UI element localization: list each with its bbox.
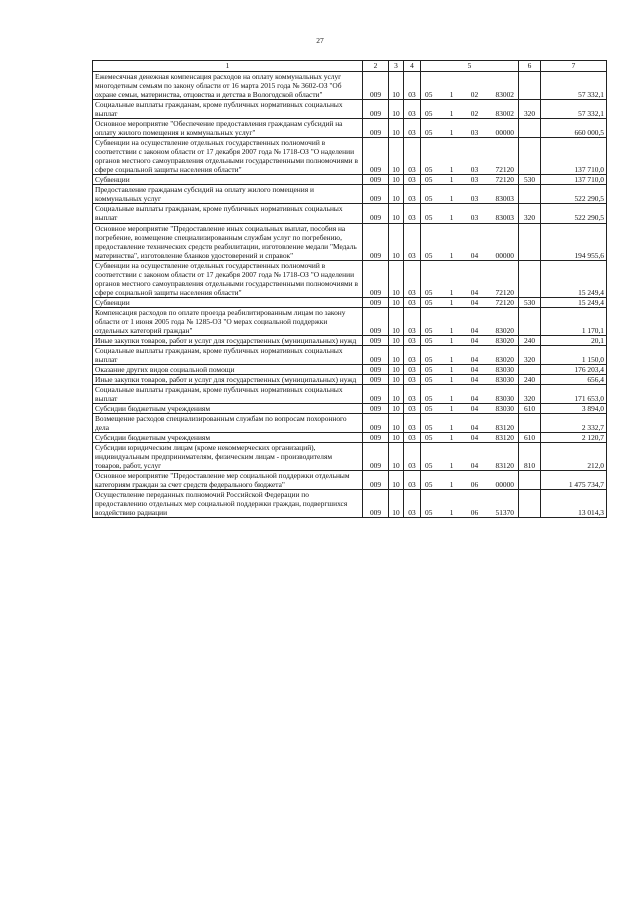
row-target-article-cell [421, 414, 519, 433]
row-expense-type-cell: 240 [519, 335, 541, 345]
row-name-cell: Социальные выплаты гражданам, кроме публичных нормативных социальных выплат [93, 204, 363, 223]
target-article-part: 1 [449, 364, 454, 374]
target-article-part: 1 [449, 109, 454, 119]
row-expense-type-cell: 810 [519, 443, 541, 471]
row-section-cell: 10 [389, 375, 404, 385]
row-amount-cell: 137 710,0 [541, 175, 607, 185]
target-article-part: 51370 [495, 508, 514, 518]
row-target-article-cell [421, 443, 519, 471]
target-article-part: 06 [470, 508, 479, 518]
row-department-cell: 009 [363, 385, 389, 404]
row-subsection-cell: 03 [404, 443, 421, 471]
row-section-cell: 10 [389, 335, 404, 345]
table-row [93, 204, 607, 223]
target-article-part: 04 [470, 287, 479, 297]
target-article-part: 05 [425, 423, 433, 433]
row-expense-type-cell [519, 72, 541, 100]
target-article-part: 03 [470, 128, 479, 138]
col-header-target-article: 5 [421, 61, 519, 72]
target-article-part: 04 [470, 364, 479, 374]
target-article-part: 1 [449, 423, 454, 433]
col-header-section: 3 [389, 61, 404, 72]
row-expense-type-cell: 320 [519, 204, 541, 223]
row-name-cell: Социальные выплаты гражданам, кроме публичных нормативных социальных выплат [93, 345, 363, 364]
row-subsection-cell: 03 [404, 185, 421, 204]
target-article-part: 83030 [495, 364, 514, 374]
row-name-cell: Субсидии бюджетным учреждениям [93, 433, 363, 443]
row-department-cell: 009 [363, 72, 389, 100]
row-department-cell: 009 [363, 364, 389, 374]
row-expense-type-cell [519, 364, 541, 374]
row-expense-type-cell: 320 [519, 345, 541, 364]
row-name-cell: Ежемесячная денежная компенсация расходов на оплату коммунальных услуг многодетным семьям по закону области от 16 марта 2015 года № 3602-ОЗ "Об охране семьи, материнства, отцовства и детства в Вологодской области" [93, 72, 363, 100]
row-section-cell: 10 [389, 204, 404, 223]
table-row [93, 185, 607, 204]
target-article-part: 06 [470, 480, 479, 490]
row-subsection-cell: 03 [404, 204, 421, 223]
table-row [93, 490, 607, 518]
row-department-cell: 009 [363, 490, 389, 518]
table-row [93, 175, 607, 185]
target-article-part: 04 [470, 335, 479, 345]
row-section-cell: 10 [389, 490, 404, 518]
target-article-part: 72120 [495, 287, 514, 297]
row-section-cell: 10 [389, 100, 404, 119]
target-article-part: 05 [425, 335, 433, 345]
row-subsection-cell: 03 [404, 345, 421, 364]
target-article-part: 05 [425, 364, 433, 374]
table-row [93, 443, 607, 471]
target-article-part: 04 [470, 375, 479, 384]
target-article-part: 1 [449, 394, 454, 404]
target-article-part: 05 [425, 250, 433, 260]
row-name-cell: Возмещение расходов специализированным службам по вопросам похоронного дела [93, 414, 363, 433]
target-article-part: 83030 [495, 375, 514, 384]
row-name-cell: Основное мероприятие "Предоставление иных социальных выплат, пособия на погребение, возмещение специализированным службам услуг по погребению, предоставление технических средств реабилитации, изготовление медали "Медаль материнства", изготовление бланков удостоверений и справок" [93, 223, 363, 260]
row-target-article-cell [421, 335, 519, 345]
row-department-cell: 009 [363, 345, 389, 364]
row-department-cell: 009 [363, 404, 389, 414]
target-article-part: 1 [449, 433, 454, 443]
row-amount-cell: 57 332,1 [541, 72, 607, 100]
row-name-cell: Компенсация расходов по оплате проезда реабилитированным лицам по закону области от 1 июня 2005 года № 1285-ОЗ "О мерах социальной поддержки отдельных категорий граждан" [93, 307, 363, 335]
target-article-part: 02 [470, 90, 479, 100]
target-article-part: 00000 [495, 250, 514, 260]
row-section-cell: 10 [389, 119, 404, 138]
row-name-cell: Основное мероприятие "Предоставление мер социальной поддержки отдельным категориям граждан за счет средств федерального бюджета" [93, 471, 363, 490]
table-header-row [93, 61, 607, 72]
row-department-cell: 009 [363, 138, 389, 175]
row-department-cell: 009 [363, 185, 389, 204]
target-article-part: 03 [470, 213, 479, 223]
target-article-part: 03 [470, 165, 479, 175]
row-amount-cell: 171 653,0 [541, 385, 607, 404]
target-article-part: 83002 [495, 109, 514, 119]
target-article-part: 04 [470, 433, 479, 443]
row-department-cell: 009 [363, 204, 389, 223]
row-expense-type-cell [519, 490, 541, 518]
table-row [93, 335, 607, 345]
target-article-part: 04 [470, 404, 479, 414]
row-expense-type-cell [519, 471, 541, 490]
target-article-part: 1 [449, 354, 454, 364]
row-target-article-cell [421, 433, 519, 443]
target-article-part: 03 [470, 194, 479, 204]
target-article-part: 05 [425, 354, 433, 364]
row-expense-type-cell [519, 414, 541, 433]
target-article-part: 83030 [495, 404, 514, 414]
row-target-article-cell [421, 471, 519, 490]
row-name-cell: Субвенции на осуществление отдельных государственных полномочий в соответствии с законом области от 17 декабря 2007 года № 1718-ОЗ "О наделении органов местного самоуправления отдельными государственными полномочиями в сфере социальной защиты населения области" [93, 138, 363, 175]
row-amount-cell: 15 249,4 [541, 260, 607, 297]
target-article-part: 04 [470, 461, 479, 471]
target-article-part: 1 [449, 404, 454, 414]
col-header-department: 2 [363, 61, 389, 72]
target-article-part: 1 [449, 335, 454, 345]
row-subsection-cell: 03 [404, 490, 421, 518]
row-expense-type-cell: 240 [519, 375, 541, 385]
target-article-part: 05 [425, 375, 433, 384]
target-article-part: 05 [425, 90, 433, 100]
col-header-name: 1 [93, 61, 363, 72]
target-article-part: 1 [449, 325, 454, 335]
row-target-article-cell [421, 138, 519, 175]
row-amount-cell: 194 955,6 [541, 223, 607, 260]
target-article-part: 1 [449, 375, 454, 384]
target-article-part: 1 [449, 165, 454, 175]
row-section-cell: 10 [389, 307, 404, 335]
row-subsection-cell: 03 [404, 433, 421, 443]
row-department-cell: 009 [363, 175, 389, 185]
row-name-cell: Иные закупки товаров, работ и услуг для государственных (муниципальных) нужд [93, 335, 363, 345]
table-row [93, 385, 607, 404]
row-department-cell: 009 [363, 414, 389, 433]
table-row [93, 471, 607, 490]
row-name-cell: Иные закупки товаров, работ и услуг для государственных (муниципальных) нужд [93, 375, 363, 385]
row-subsection-cell: 03 [404, 119, 421, 138]
row-department-cell: 009 [363, 335, 389, 345]
row-subsection-cell: 03 [404, 100, 421, 119]
target-article-part: 83120 [495, 461, 514, 471]
target-article-part: 83120 [495, 433, 514, 443]
row-section-cell: 10 [389, 297, 404, 307]
table-row [93, 260, 607, 297]
row-subsection-cell: 03 [404, 297, 421, 307]
row-name-cell: Субсидии юридическим лицам (кроме некоммерческих организаций), индивидуальным предпринимателям, физическим лицам - производителям товаров, работ, услуг [93, 443, 363, 471]
row-name-cell: Субвенции на осуществление отдельных государственных полномочий в соответствии с законом области от 17 декабря 2007 года № 1718-ОЗ "О наделении органов местного самоуправления отдельными государственными полномочиями в сфере социальной защиты населения области" [93, 260, 363, 297]
target-article-part: 05 [425, 213, 433, 223]
target-article-part: 83003 [495, 194, 514, 204]
row-expense-type-cell: 610 [519, 404, 541, 414]
row-name-cell: Предоставление гражданам субсидий на оплату жилого помещения и коммунальных услуг [93, 185, 363, 204]
row-section-cell: 10 [389, 385, 404, 404]
row-section-cell: 10 [389, 223, 404, 260]
row-department-cell: 009 [363, 119, 389, 138]
target-article-part: 05 [425, 165, 433, 175]
row-section-cell: 10 [389, 175, 404, 185]
row-name-cell: Основное мероприятие "Обеспечение предоставления гражданам субсидий на оплату жилого помещения и коммунальных услуг" [93, 119, 363, 138]
target-article-part: 72120 [495, 297, 514, 307]
table-row [93, 72, 607, 100]
table-row [93, 119, 607, 138]
row-expense-type-cell: 530 [519, 297, 541, 307]
target-article-part: 04 [470, 423, 479, 433]
row-target-article-cell [421, 119, 519, 138]
row-expense-type-cell: 530 [519, 175, 541, 185]
row-amount-cell: 522 290,5 [541, 204, 607, 223]
target-article-part: 1 [449, 250, 454, 260]
budget-table [92, 60, 607, 518]
row-department-cell: 009 [363, 443, 389, 471]
target-article-part: 04 [470, 394, 479, 404]
row-amount-cell: 1 170,1 [541, 307, 607, 335]
row-subsection-cell: 03 [404, 471, 421, 490]
row-amount-cell: 20,1 [541, 335, 607, 345]
target-article-part: 05 [425, 175, 433, 185]
row-section-cell: 10 [389, 414, 404, 433]
row-amount-cell: 15 249,4 [541, 297, 607, 307]
row-section-cell: 10 [389, 138, 404, 175]
row-subsection-cell: 03 [404, 375, 421, 385]
row-subsection-cell: 03 [404, 223, 421, 260]
row-target-article-cell [421, 375, 519, 385]
target-article-part: 83120 [495, 423, 514, 433]
target-article-part: 72120 [495, 165, 514, 175]
table-row [93, 414, 607, 433]
target-article-part: 05 [425, 461, 433, 471]
target-article-part: 05 [425, 404, 433, 414]
row-subsection-cell: 03 [404, 364, 421, 374]
row-name-cell: Социальные выплаты гражданам, кроме публичных нормативных социальных выплат [93, 100, 363, 119]
row-amount-cell: 2 120,7 [541, 433, 607, 443]
row-department-cell: 009 [363, 260, 389, 297]
row-target-article-cell [421, 260, 519, 297]
target-article-part: 05 [425, 287, 433, 297]
row-amount-cell: 212,0 [541, 443, 607, 471]
table-row [93, 433, 607, 443]
row-subsection-cell: 03 [404, 175, 421, 185]
target-article-part: 05 [425, 194, 433, 204]
row-amount-cell: 137 710,0 [541, 138, 607, 175]
target-article-part: 1 [449, 480, 454, 490]
row-expense-type-cell [519, 138, 541, 175]
target-article-part: 05 [425, 128, 433, 138]
row-section-cell: 10 [389, 260, 404, 297]
target-article-part: 1 [449, 128, 454, 138]
target-article-part: 1 [449, 175, 454, 185]
target-article-part: 05 [425, 508, 433, 518]
target-article-part: 04 [470, 325, 479, 335]
row-name-cell: Осуществление переданных полномочий Российской Федерации по предоставлению отдельных мер социальной поддержки граждан, подвергшихся воздействию радиации [93, 490, 363, 518]
row-amount-cell: 13 014,3 [541, 490, 607, 518]
target-article-part: 05 [425, 109, 433, 119]
row-subsection-cell: 03 [404, 138, 421, 175]
row-name-cell: Субсидии бюджетным учреждениям [93, 404, 363, 414]
row-target-article-cell [421, 175, 519, 185]
page-number: 27 [316, 36, 324, 45]
row-department-cell: 009 [363, 375, 389, 385]
col-header-subsection: 4 [404, 61, 421, 72]
row-section-cell: 10 [389, 364, 404, 374]
target-article-part: 1 [449, 90, 454, 100]
row-department-cell: 009 [363, 297, 389, 307]
row-target-article-cell [421, 223, 519, 260]
row-target-article-cell [421, 100, 519, 119]
row-section-cell: 10 [389, 72, 404, 100]
row-target-article-cell [421, 490, 519, 518]
row-subsection-cell: 03 [404, 385, 421, 404]
table-row [93, 297, 607, 307]
row-amount-cell: 2 332,7 [541, 414, 607, 433]
table-row [93, 307, 607, 335]
target-article-part: 1 [449, 508, 454, 518]
row-department-cell: 009 [363, 223, 389, 260]
row-amount-cell: 656,4 [541, 375, 607, 385]
row-amount-cell: 1 475 734,7 [541, 471, 607, 490]
row-name-cell: Субвенции [93, 175, 363, 185]
row-subsection-cell: 03 [404, 414, 421, 433]
row-target-article-cell [421, 404, 519, 414]
row-section-cell: 10 [389, 443, 404, 471]
table-row [93, 364, 607, 374]
row-target-article-cell [421, 307, 519, 335]
row-subsection-cell: 03 [404, 72, 421, 100]
table-row [93, 404, 607, 414]
row-department-cell: 009 [363, 433, 389, 443]
row-subsection-cell: 03 [404, 260, 421, 297]
target-article-part: 04 [470, 297, 479, 307]
col-header-expense-type: 6 [519, 61, 541, 72]
row-target-article-cell [421, 385, 519, 404]
row-section-cell: 10 [389, 471, 404, 490]
row-department-cell: 009 [363, 100, 389, 119]
row-amount-cell: 660 000,5 [541, 119, 607, 138]
target-article-part: 00000 [495, 480, 514, 490]
row-subsection-cell: 03 [404, 404, 421, 414]
target-article-part: 1 [449, 297, 454, 307]
row-target-article-cell [421, 204, 519, 223]
row-name-cell: Оказание других видов социальной помощи [93, 364, 363, 374]
target-article-part: 1 [449, 461, 454, 471]
row-target-article-cell [421, 297, 519, 307]
row-expense-type-cell [519, 223, 541, 260]
target-article-part: 83002 [495, 90, 514, 100]
table-row [93, 345, 607, 364]
target-article-part: 05 [425, 433, 433, 443]
target-article-part: 1 [449, 213, 454, 223]
row-department-cell: 009 [363, 307, 389, 335]
row-expense-type-cell: 610 [519, 433, 541, 443]
target-article-part: 02 [470, 109, 479, 119]
target-article-part: 1 [449, 287, 454, 297]
row-name-cell: Субвенции [93, 297, 363, 307]
target-article-part: 03 [470, 175, 479, 185]
row-expense-type-cell: 320 [519, 385, 541, 404]
table-row [93, 375, 607, 385]
row-expense-type-cell [519, 119, 541, 138]
row-name-cell: Социальные выплаты гражданам, кроме публичных нормативных социальных выплат [93, 385, 363, 404]
row-amount-cell: 522 290,5 [541, 185, 607, 204]
row-section-cell: 10 [389, 404, 404, 414]
row-section-cell: 10 [389, 433, 404, 443]
target-article-part: 04 [470, 250, 479, 260]
row-target-article-cell [421, 185, 519, 204]
row-amount-cell: 176 203,4 [541, 364, 607, 374]
row-expense-type-cell [519, 260, 541, 297]
target-article-part: 1 [449, 194, 454, 204]
row-department-cell: 009 [363, 471, 389, 490]
row-expense-type-cell: 320 [519, 100, 541, 119]
row-subsection-cell: 03 [404, 307, 421, 335]
target-article-part: 04 [470, 354, 479, 364]
row-target-article-cell [421, 345, 519, 364]
target-article-part: 05 [425, 480, 433, 490]
table-row [93, 223, 607, 260]
row-amount-cell: 3 894,0 [541, 404, 607, 414]
row-expense-type-cell [519, 185, 541, 204]
target-article-part: 83020 [495, 325, 514, 335]
row-target-article-cell [421, 364, 519, 374]
row-section-cell: 10 [389, 345, 404, 364]
row-amount-cell: 57 332,1 [541, 100, 607, 119]
table-row [93, 138, 607, 175]
table-row [93, 100, 607, 119]
target-article-part: 05 [425, 325, 433, 335]
target-article-part: 83020 [495, 354, 514, 364]
target-article-part: 83030 [495, 394, 514, 404]
target-article-part: 05 [425, 297, 433, 307]
target-article-part: 72120 [495, 175, 514, 185]
row-target-article-cell [421, 72, 519, 100]
target-article-part: 83020 [495, 335, 514, 345]
row-section-cell: 10 [389, 185, 404, 204]
target-article-part: 05 [425, 394, 433, 404]
col-header-amount: 7 [541, 61, 607, 72]
row-expense-type-cell [519, 307, 541, 335]
target-article-part: 83003 [495, 213, 514, 223]
row-amount-cell: 1 150,0 [541, 345, 607, 364]
target-article-part: 00000 [495, 128, 514, 138]
row-subsection-cell: 03 [404, 335, 421, 345]
